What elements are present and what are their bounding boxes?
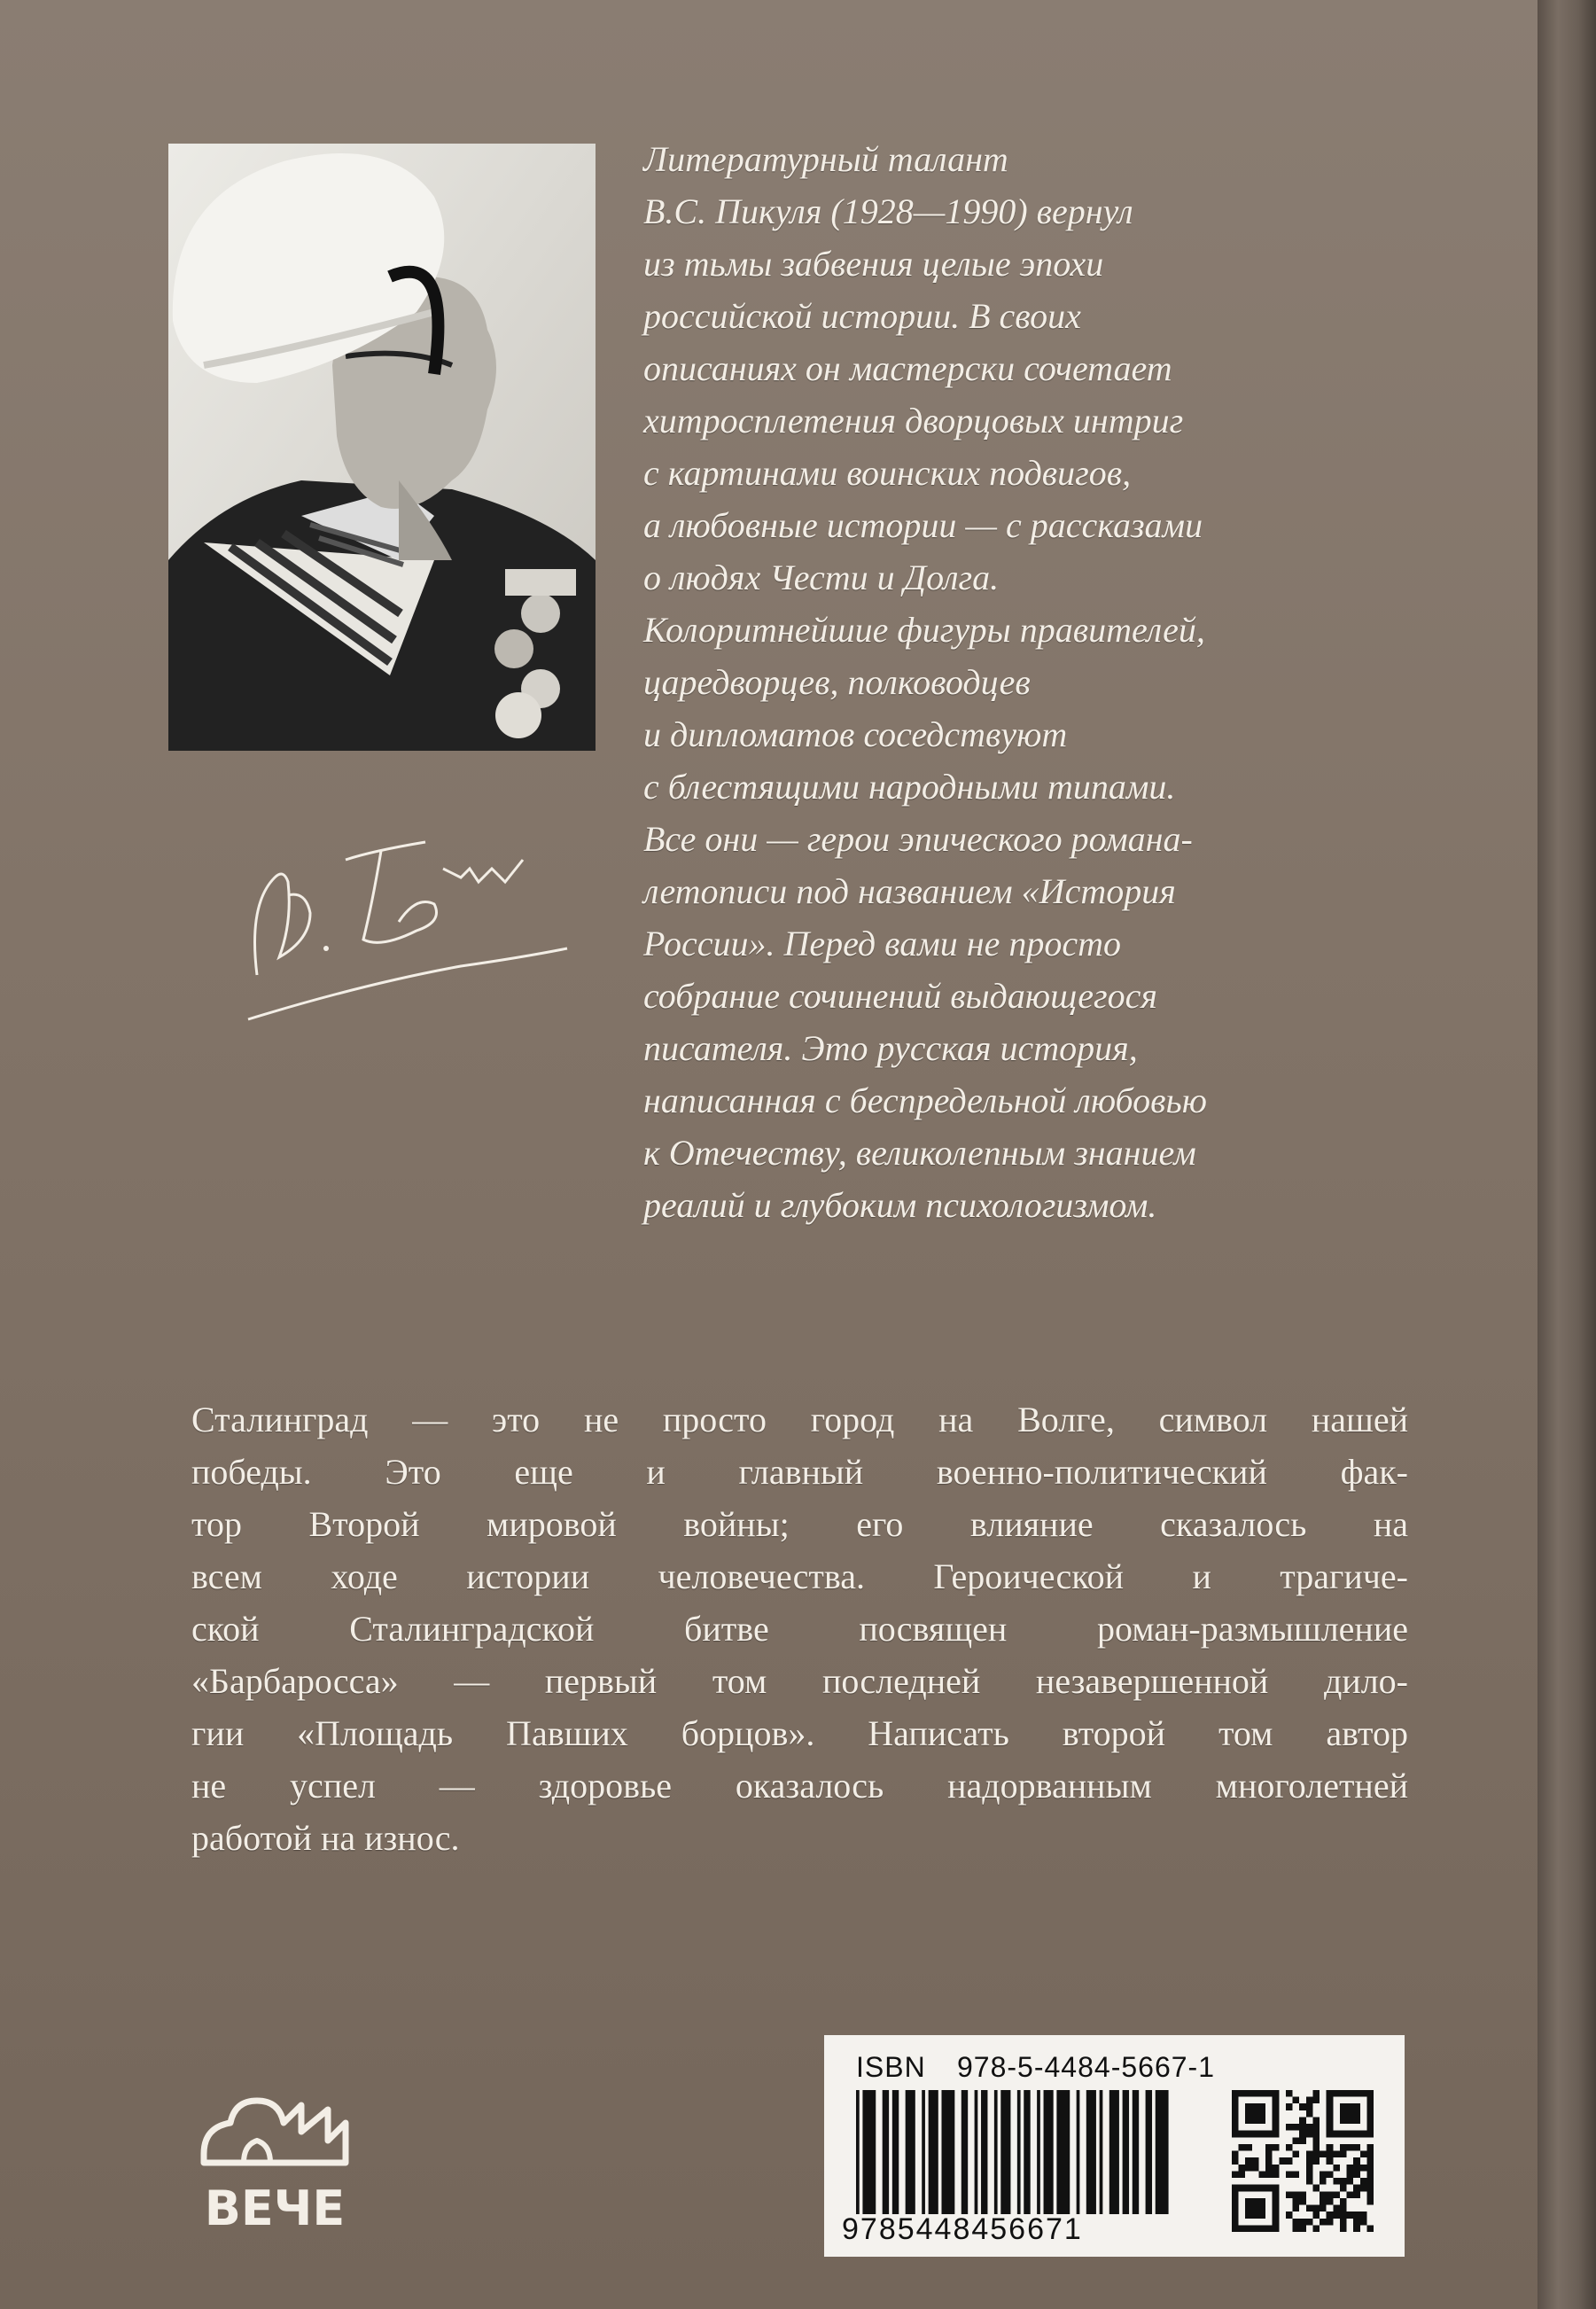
barcode-bar (1146, 2090, 1152, 2214)
barcode-bar (941, 2090, 954, 2214)
qr-module (1306, 2178, 1313, 2185)
qr-module (1312, 2117, 1320, 2124)
qr-module (1360, 2219, 1367, 2226)
qr-module (1245, 2103, 1265, 2124)
qr-module (1299, 2103, 1306, 2110)
qr-module (1306, 2171, 1313, 2178)
qr-module (1265, 2165, 1273, 2172)
qr-module (1312, 2131, 1320, 2138)
qr-module (1360, 2151, 1367, 2158)
qr-module (1306, 2103, 1313, 2110)
qr-module (1286, 2171, 1293, 2178)
qr-module (1252, 2157, 1259, 2165)
qr-module (1327, 2198, 1334, 2205)
qr-module (1340, 2205, 1347, 2212)
qr-module (1286, 2103, 1293, 2110)
qr-module (1299, 2198, 1306, 2205)
quote-line: а любовные истории — с рассказами (643, 505, 1203, 545)
qr-module (1366, 2151, 1374, 2158)
qr-module (1340, 2151, 1347, 2158)
barcode-bar (994, 2090, 998, 2214)
barcode-bar (1037, 2090, 1040, 2214)
qr-module (1312, 2151, 1320, 2158)
qr-module (1353, 2171, 1360, 2178)
qr-module (1306, 2205, 1313, 2212)
barcode-bar (929, 2090, 938, 2214)
description-line: Сталинград — это не просто город на Волге, символ нашей (191, 1400, 1408, 1439)
qr-module (1320, 2171, 1327, 2178)
qr-code (1232, 2090, 1374, 2232)
barcode-bar (975, 2090, 978, 2214)
qr-module (1320, 2219, 1327, 2226)
qr-module (1239, 2171, 1246, 2178)
quote-line: к Отечеству, великолепным знанием (643, 1133, 1196, 1173)
barcode-bar (1000, 2090, 1010, 2214)
qr-module (1252, 2165, 1259, 2172)
quote-line: писателя. Это русская история, (643, 1028, 1138, 1068)
qr-module (1340, 2211, 1347, 2219)
description-line: не успел — здоровье оказалось надорванным многолетней (191, 1766, 1408, 1806)
quote-line: с блестящими народными типами. (643, 767, 1176, 807)
barcode-bar (1123, 2090, 1129, 2214)
quote-line: летописи под названием «История (643, 871, 1176, 911)
qr-module (1293, 2124, 1300, 2131)
barcode-bar (892, 2090, 899, 2214)
qr-module (1366, 2191, 1374, 2198)
qr-module (1265, 2157, 1273, 2165)
description-line: «Барбаросса» — первый том последней незавершенной дило- (191, 1661, 1408, 1701)
qr-module (1299, 2117, 1306, 2124)
qr-module (1320, 2205, 1327, 2212)
qr-module (1347, 2211, 1354, 2219)
book-spine-edge (1538, 0, 1596, 2309)
barcode-bar (1024, 2090, 1030, 2214)
qr-module (1327, 2219, 1334, 2226)
qr-module (1360, 2165, 1367, 2172)
description-line: тор Второй мировой войны; его влияние сказалось на (191, 1504, 1408, 1544)
qr-module (1340, 2185, 1347, 2192)
qr-module (1239, 2144, 1246, 2151)
qr-module (1347, 2165, 1354, 2172)
qr-module (1360, 2211, 1367, 2219)
qr-module (1347, 2144, 1354, 2151)
qr-module (1232, 2157, 1239, 2165)
qr-module (1279, 2157, 1286, 2165)
qr-module (1286, 2144, 1293, 2151)
qr-module (1245, 2165, 1252, 2172)
qr-module (1312, 2137, 1320, 2144)
quote-line: царедворцев, полководцев (643, 662, 1031, 702)
qr-module (1360, 2178, 1367, 2185)
qr-module (1333, 2205, 1340, 2212)
qr-module (1306, 2219, 1313, 2226)
qr-module (1347, 2191, 1354, 2198)
description-line: ской Сталинградской битве посвящен роман-размышление (191, 1609, 1408, 1649)
barcode-bar (1044, 2090, 1054, 2214)
qr-module (1312, 2124, 1320, 2131)
qr-module (1293, 2205, 1300, 2212)
barcode-bar (1156, 2090, 1169, 2214)
qr-module (1320, 2178, 1327, 2185)
qr-module (1293, 2191, 1300, 2198)
svg-text:ВЕЧЕ: ВЕЧЕ (204, 2180, 346, 2236)
qr-module (1366, 2225, 1374, 2232)
barcode-panel (824, 2035, 1405, 2257)
qr-module (1299, 2131, 1306, 2138)
qr-module (1299, 2124, 1306, 2131)
quote-line: о людях Чести и Долга. (643, 558, 1000, 597)
qr-module (1353, 2144, 1360, 2151)
qr-module (1353, 2219, 1360, 2226)
qr-module (1340, 2198, 1347, 2205)
qr-module (1366, 2171, 1374, 2178)
barcode-bar (1077, 2090, 1080, 2214)
qr-module (1312, 2090, 1320, 2097)
barcode-digits: 9785448456671 (842, 2212, 1083, 2246)
barcode-bar (922, 2090, 925, 2214)
qr-module (1306, 2157, 1313, 2165)
quote-line: из тьмы забвения целые эпохи (643, 244, 1104, 284)
quote-line: и дипломатов соседствуют (643, 714, 1068, 754)
barcode-bar (1017, 2090, 1021, 2214)
qr-module (1299, 2191, 1306, 2198)
qr-module (1327, 2144, 1334, 2151)
description-line: гии «Площадь Павших борцов». Написать второй том автор (191, 1713, 1408, 1753)
qr-module (1347, 2171, 1354, 2178)
barcode-bars (856, 2090, 1175, 2214)
qr-module (1286, 2191, 1293, 2198)
qr-module (1340, 2178, 1347, 2185)
author-signature (239, 798, 576, 1028)
qr-module (1306, 2097, 1313, 2104)
description-line: победы. Это еще и главный военно-политический фак- (191, 1452, 1408, 1492)
qr-module (1320, 2198, 1327, 2205)
qr-module (1293, 2198, 1300, 2205)
description-line: всем ходе истории человечества. Героической и трагиче- (191, 1556, 1408, 1596)
quote-line: с картинами воинских подвигов, (643, 453, 1132, 493)
isbn-label: ISBN (856, 2051, 926, 2083)
qr-module (1299, 2219, 1306, 2226)
qr-module (1320, 2151, 1327, 2158)
qr-module (1286, 2157, 1293, 2165)
qr-module (1353, 2225, 1360, 2232)
qr-module (1366, 2178, 1374, 2185)
barcode-bar (856, 2090, 860, 2214)
qr-module (1286, 2124, 1293, 2131)
barcode-bar (906, 2090, 915, 2214)
qr-module (1245, 2144, 1252, 2151)
qr-module (1333, 2211, 1340, 2219)
qr-module (1232, 2171, 1239, 2178)
qr-module (1258, 2171, 1265, 2178)
barcode-bar (1133, 2090, 1139, 2214)
qr-module (1286, 2211, 1293, 2219)
barcode-bar (961, 2090, 968, 2214)
isbn-number: 978-5-4484-5667-1 (957, 2051, 1215, 2083)
qr-module (1340, 2225, 1347, 2232)
barcode-bar (862, 2090, 876, 2214)
qr-module (1293, 2171, 1300, 2178)
qr-module (1327, 2211, 1334, 2219)
quote-line: Все они — герои эпического романа- (643, 819, 1193, 859)
qr-module (1306, 2131, 1313, 2138)
author-quote (643, 133, 1441, 1231)
qr-module (1366, 2157, 1374, 2165)
qr-module (1299, 2225, 1306, 2232)
qr-module (1293, 2097, 1300, 2104)
qr-module (1239, 2165, 1246, 2172)
author-photo (168, 144, 596, 751)
qr-module (1312, 2211, 1320, 2219)
qr-module (1306, 2110, 1313, 2118)
qr-module (1353, 2211, 1360, 2219)
quote-line: написанная с беспредельной любовью (643, 1080, 1207, 1120)
qr-module (1273, 2144, 1280, 2151)
barcode-bar (1056, 2090, 1070, 2214)
barcode-bar (981, 2090, 987, 2214)
qr-module (1306, 2151, 1313, 2158)
quote-line: России». Перед вами не просто (643, 924, 1121, 963)
qr-module (1353, 2185, 1360, 2192)
quote-line: российской истории. В своих (643, 296, 1081, 336)
qr-module (1347, 2178, 1354, 2185)
qr-module (1333, 2178, 1340, 2185)
barcode-bar (1086, 2090, 1096, 2214)
qr-module (1340, 2219, 1347, 2226)
qr-module (1366, 2185, 1374, 2192)
qr-module (1353, 2191, 1360, 2198)
quote-line: В.С. Пикуля (1928—1990) вернул (643, 191, 1133, 231)
qr-module (1312, 2185, 1320, 2192)
book-description (191, 1393, 1408, 1864)
qr-module (1293, 2225, 1300, 2232)
qr-module (1360, 2185, 1367, 2192)
qr-module (1306, 2124, 1313, 2131)
qr-module (1312, 2144, 1320, 2151)
qr-module (1232, 2151, 1239, 2158)
qr-module (1273, 2171, 1280, 2178)
qr-module (1265, 2144, 1273, 2151)
qr-module (1245, 2157, 1252, 2165)
qr-module (1312, 2225, 1320, 2232)
qr-module (1327, 2151, 1334, 2158)
qr-module (1293, 2151, 1300, 2158)
barcode-bar (1109, 2090, 1119, 2214)
qr-module (1312, 2157, 1320, 2165)
qr-module (1327, 2157, 1334, 2165)
qr-module (1333, 2151, 1340, 2158)
description-line: работой на износ. (191, 1818, 460, 1858)
qr-module (1353, 2165, 1360, 2172)
qr-module (1293, 2137, 1300, 2144)
publisher-logo (195, 2092, 354, 2243)
qr-module (1327, 2171, 1334, 2178)
qr-module (1353, 2157, 1360, 2165)
qr-module (1293, 2219, 1300, 2226)
quote-line: собрание сочинений выдающегося (643, 976, 1157, 1016)
quote-line: Литературный талант (643, 139, 1008, 179)
qr-module (1333, 2191, 1340, 2198)
quote-line: описаниях он мастерски сочетает (643, 348, 1172, 388)
qr-module (1265, 2171, 1273, 2178)
qr-module (1299, 2137, 1306, 2144)
qr-module (1333, 2165, 1340, 2172)
qr-module (1366, 2198, 1374, 2205)
barcode-bar (1100, 2090, 1103, 2214)
qr-module (1340, 2103, 1360, 2124)
qr-module (1366, 2144, 1374, 2151)
qr-module (1265, 2151, 1273, 2158)
quote-line: хитросплетения дворцовых интриг (643, 401, 1184, 441)
qr-module (1366, 2165, 1374, 2172)
qr-module (1286, 2090, 1293, 2097)
qr-module (1312, 2205, 1320, 2212)
qr-module (1306, 2165, 1313, 2172)
qr-module (1320, 2191, 1327, 2198)
qr-module (1273, 2165, 1280, 2172)
quote-line: Колоритнейшие фигуры правителей, (643, 610, 1205, 650)
quote-line: реалий и глубоким психологизмом. (643, 1185, 1157, 1225)
barcode-bar (883, 2090, 889, 2214)
qr-module (1327, 2191, 1334, 2198)
qr-module (1245, 2198, 1265, 2219)
qr-module (1312, 2097, 1320, 2104)
qr-module (1340, 2144, 1347, 2151)
